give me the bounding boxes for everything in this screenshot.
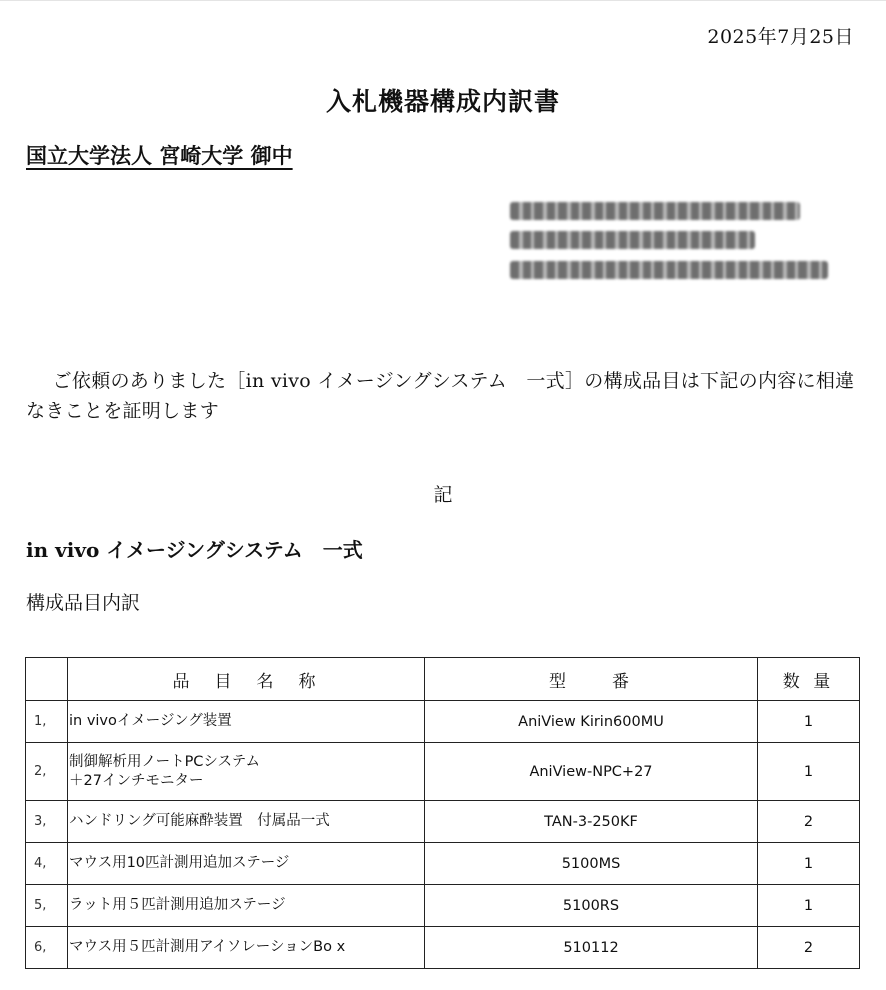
quantity: 1 bbox=[758, 843, 860, 885]
header-quantity: 数 量 bbox=[758, 658, 860, 701]
item-name bbox=[68, 701, 425, 743]
breakdown-label: 構成品目内訳 bbox=[26, 592, 141, 614]
page-top-border bbox=[0, 0, 886, 1]
row-number: 3, bbox=[26, 801, 68, 843]
table-row bbox=[26, 701, 860, 743]
document-title: 入札機器構成内訳書 bbox=[325, 87, 560, 116]
model-number: 5100MS bbox=[425, 843, 758, 885]
model-number: AniView Kirin600MU bbox=[425, 701, 758, 743]
redacted-line-2 bbox=[510, 231, 755, 249]
model-number: AniView-NPC+27 bbox=[425, 743, 758, 801]
item-name bbox=[68, 743, 425, 801]
table-row bbox=[26, 927, 860, 969]
quantity: 2 bbox=[758, 927, 860, 969]
redacted-line-3 bbox=[510, 261, 828, 279]
row-number: 5, bbox=[26, 885, 68, 927]
quantity: 2 bbox=[758, 801, 860, 843]
item-name-line: ラット用５匹計測用追加ステージ bbox=[69, 897, 286, 913]
recipient-name: 国立大学法人 宮崎大学 御中 bbox=[26, 144, 293, 168]
header-no bbox=[26, 658, 68, 701]
table-body bbox=[26, 701, 860, 969]
table-row bbox=[26, 843, 860, 885]
certification-statement: ご依頼のありました［in vivo イメージングシステム 一式］の構成品目は下記の内容に相違なきことを証明します bbox=[26, 370, 855, 422]
redacted-line-1 bbox=[510, 202, 800, 220]
row-number: 1, bbox=[26, 701, 68, 743]
item-name-line: in vivoイメージング装置 bbox=[69, 713, 232, 729]
header-model-number: 型 番 bbox=[425, 658, 758, 701]
quantity: 1 bbox=[758, 701, 860, 743]
item-name bbox=[68, 843, 425, 885]
item-name-line: 制御解析用ノートPCシステム bbox=[69, 753, 260, 770]
item-name bbox=[68, 885, 425, 927]
table-row bbox=[26, 801, 860, 843]
row-number: 4, bbox=[26, 843, 68, 885]
item-name bbox=[68, 927, 425, 969]
ki-heading: 記 bbox=[433, 484, 453, 506]
item-name bbox=[68, 801, 425, 843]
quantity: 1 bbox=[758, 743, 860, 801]
model-number: 510112 bbox=[425, 927, 758, 969]
item-name-line: マウス用10匹計測用追加ステージ bbox=[69, 855, 290, 871]
header-item-name: 品 目 名 称 bbox=[68, 658, 425, 701]
table-header-row bbox=[26, 658, 860, 701]
item-name-line: ＋27インチモニター bbox=[69, 772, 204, 789]
document-date: 2025年7月25日 bbox=[707, 26, 854, 48]
row-number: 6, bbox=[26, 927, 68, 969]
system-name: in vivo イメージングシステム 一式 bbox=[26, 538, 363, 562]
table-row bbox=[26, 743, 860, 801]
component-table bbox=[25, 657, 860, 969]
row-number: 2, bbox=[26, 743, 68, 801]
item-name-line: マウス用５匹計測用アイソレーションBo x bbox=[69, 939, 346, 955]
item-name-line: ハンドリング可能麻酔装置 付属品一式 bbox=[69, 813, 330, 829]
model-number: 5100RS bbox=[425, 885, 758, 927]
quantity: 1 bbox=[758, 885, 860, 927]
redacted-sender-block bbox=[510, 198, 830, 290]
table-row bbox=[26, 885, 860, 927]
model-number: TAN-3-250KF bbox=[425, 801, 758, 843]
